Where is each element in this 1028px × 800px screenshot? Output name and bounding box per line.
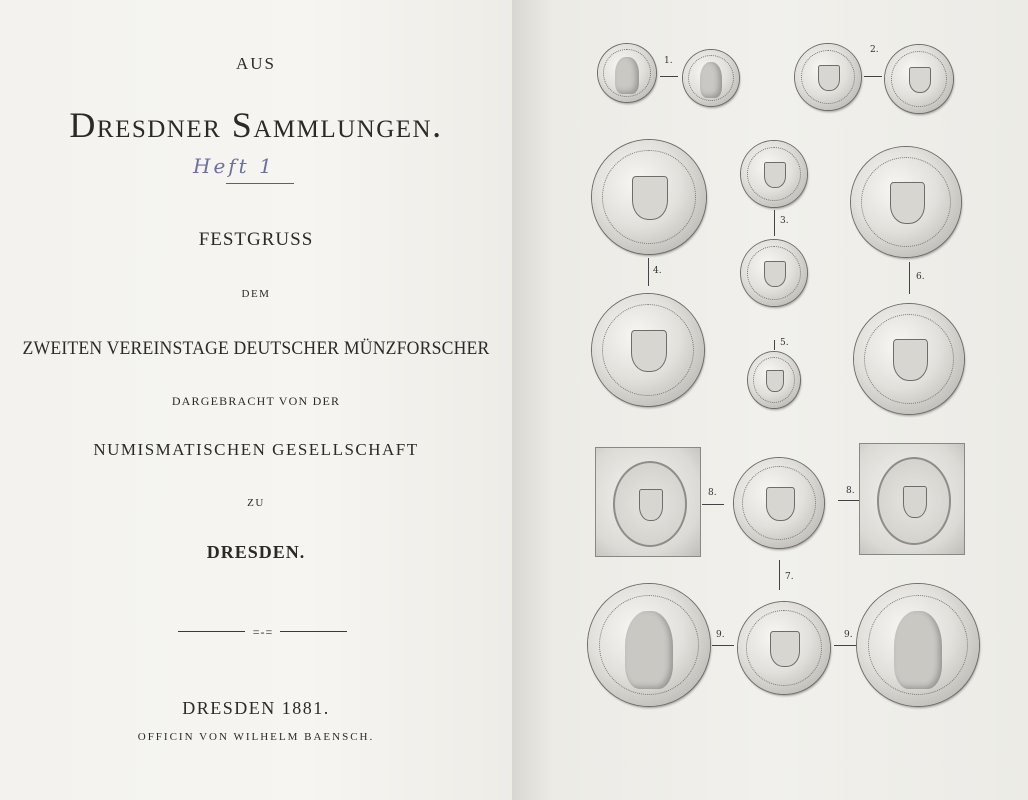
coin-7-reverse — [738, 602, 830, 694]
connector-6 — [909, 262, 910, 294]
title-page — [0, 0, 512, 800]
label-1: 1. — [664, 56, 673, 66]
klippe-8-right — [860, 444, 964, 554]
city-name: DRESDEN. — [206, 542, 306, 562]
coin-2-reverse — [885, 45, 953, 113]
connector-3 — [774, 210, 775, 236]
label-4: 4. — [653, 266, 662, 276]
coin-plate — [512, 0, 1028, 800]
label-6: 6. — [916, 272, 925, 282]
connector-2 — [864, 76, 882, 77]
coin-2-obverse — [795, 44, 861, 110]
aus-text: AUS — [235, 54, 276, 73]
coin-3-obverse — [741, 141, 807, 207]
ornament-center: =-= — [252, 625, 274, 639]
handwritten-note: Heft 1 — [193, 154, 275, 178]
coin-6-obverse — [851, 147, 961, 257]
connector-9-right — [834, 645, 856, 646]
medal-9-right — [857, 584, 979, 706]
coin-4-reverse — [592, 294, 704, 406]
society-name: NUMISMATISCHEN GESELLSCHAFT — [93, 440, 419, 459]
ornament-rule-right — [280, 631, 347, 632]
coin-1-obverse — [598, 44, 656, 102]
connector-7 — [779, 560, 780, 590]
festgruss-heading: FESTGRUSS — [198, 229, 314, 250]
dem-text: DEM — [241, 288, 271, 300]
zu-text: ZU — [247, 497, 265, 509]
coin-5 — [748, 352, 800, 408]
imprint-line: DRESDEN 1881. — [182, 698, 330, 718]
coin-1-reverse — [683, 50, 739, 106]
connector-8-right — [838, 500, 860, 501]
medal-9-left — [588, 584, 710, 706]
connector-8-left — [702, 504, 724, 505]
klippe-8-left — [596, 448, 700, 556]
coin-4-obverse — [592, 140, 706, 254]
connector-1 — [660, 76, 678, 77]
connector-4 — [648, 258, 649, 286]
coin-3-reverse — [741, 240, 807, 306]
connector-9-left — [712, 645, 734, 646]
handwritten-underline — [226, 183, 294, 184]
label-9-left: 9. — [716, 630, 725, 640]
dedication-line: ZWEITEN VEREINSTAGE DEUTSCHER MÜNZFORSCHER — [22, 338, 490, 359]
label-9-right: 9. — [844, 630, 853, 640]
ornament-rule-left — [178, 631, 245, 632]
connector-5 — [774, 340, 775, 350]
coin-7-obverse — [734, 458, 824, 548]
label-7: 7. — [785, 572, 794, 582]
coin-6-reverse — [854, 304, 964, 414]
label-2: 2. — [870, 45, 879, 55]
main-title: Dresdner Sammlungen. — [69, 105, 443, 145]
label-8-right: 8. — [846, 486, 855, 496]
dargebracht-text: DARGEBRACHT VON DER — [171, 394, 341, 408]
label-3: 3. — [780, 216, 789, 226]
label-5: 5. — [780, 338, 789, 348]
label-8-left: 8. — [708, 488, 717, 498]
publisher-line: OFFICIN VON WILHELM BAENSCH. — [137, 731, 375, 743]
